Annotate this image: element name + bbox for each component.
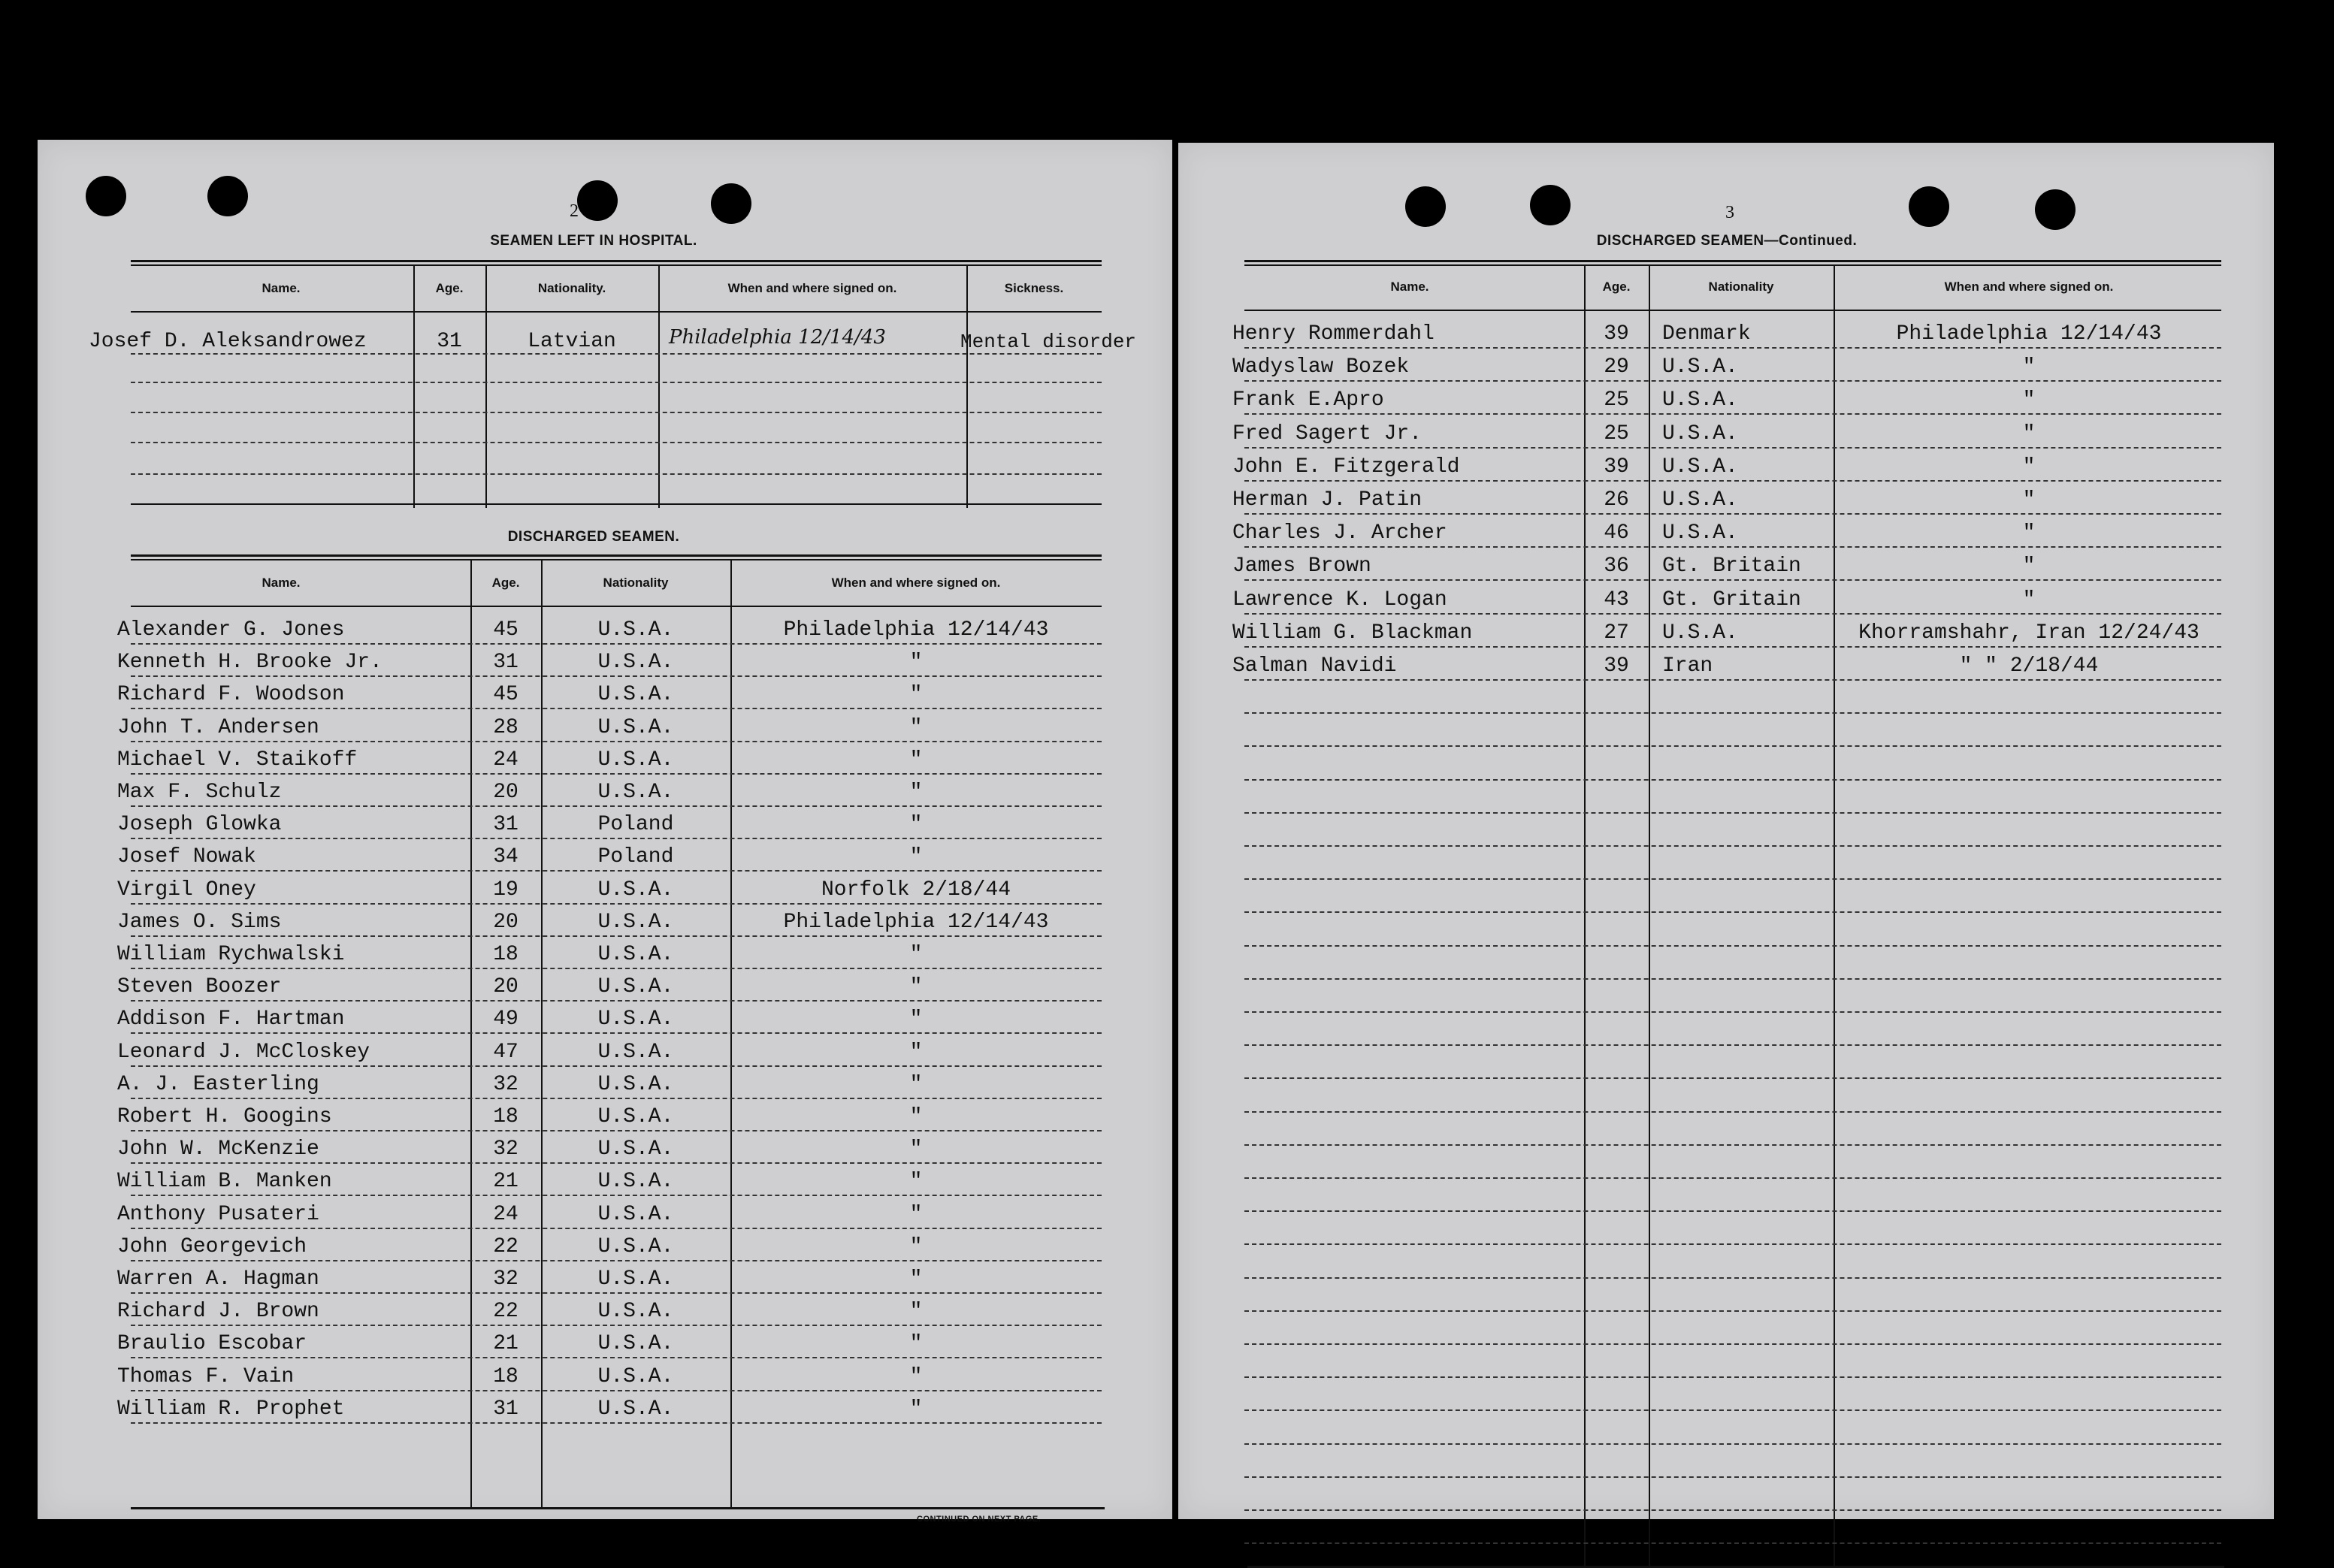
hospital-signed-on: Philadelphia 12/14/43: [669, 326, 886, 349]
row-line: [1244, 878, 2221, 880]
seaman-nationality: Gt. Gritain: [1662, 588, 1801, 612]
seaman-name: John E. Fitzgerald: [1232, 455, 1460, 479]
col-header-signed-on: When and where signed on.: [1944, 279, 2114, 294]
continued-note: CONTINUED ON NEXT PAGE.: [917, 1515, 1042, 1524]
seaman-signed-on: ": [909, 1040, 923, 1064]
table-rule: [1244, 310, 2221, 311]
row-line: [131, 1325, 1102, 1326]
seaman-signed-on: ": [909, 1364, 923, 1388]
seaman-signed-on: ": [2022, 421, 2036, 446]
seaman-nationality: U.S.A.: [1662, 488, 1738, 512]
seaman-age: 22: [493, 1300, 518, 1324]
row-line: [131, 442, 1102, 443]
seaman-age: 31: [493, 1397, 518, 1421]
row-line: [131, 1357, 1102, 1358]
seaman-age: 26: [1604, 488, 1629, 512]
seaman-name: Kenneth H. Brooke Jr.: [117, 651, 382, 675]
row-line: [131, 1065, 1102, 1067]
column-divider: [1649, 264, 1650, 1566]
row-line: [1244, 1310, 2221, 1312]
left-page: [38, 140, 1172, 1524]
seaman-signed-on: ": [909, 1137, 923, 1162]
seaman-name: Wadyslaw Bozek: [1232, 355, 1410, 379]
seaman-signed-on: ": [909, 748, 923, 772]
seaman-signed-on: Philadelphia 12/14/43: [1896, 322, 2162, 346]
row-line: [131, 353, 1102, 355]
seaman-name: Josef Nowak: [117, 845, 256, 869]
seaman-name: Herman J. Patin: [1232, 488, 1422, 512]
seaman-name: Fred Sagert Jr.: [1232, 421, 1422, 446]
seaman-age: 46: [1604, 521, 1629, 545]
col-header-age: Age.: [435, 281, 464, 295]
row-line: [1244, 1077, 2221, 1079]
seaman-name: Charles J. Archer: [1232, 521, 1447, 545]
row-line: [131, 1130, 1102, 1131]
seaman-age: 29: [1604, 355, 1629, 379]
column-divider: [658, 264, 660, 508]
seaman-signed-on: ": [2022, 521, 2036, 545]
row-line: [131, 1422, 1102, 1424]
col-header-age: Age.: [1602, 279, 1631, 294]
seaman-name: A. J. Easterling: [117, 1072, 319, 1096]
right-page: [1178, 143, 2274, 1519]
row-line: [131, 1098, 1102, 1099]
discharged-continued-title: DISCHARGED SEAMEN—Continued.: [1596, 233, 1858, 249]
row-line: [131, 412, 1102, 413]
row-line: [1244, 579, 2221, 581]
row-line: [1244, 1476, 2221, 1478]
row-line: [1244, 745, 2221, 747]
seaman-signed-on: ": [909, 943, 923, 966]
seaman-nationality: U.S.A.: [597, 618, 674, 642]
row-line: [131, 708, 1102, 709]
seaman-nationality: U.S.A.: [597, 1364, 674, 1388]
row-line: [1244, 1111, 2221, 1113]
seaman-age: 34: [493, 845, 518, 869]
row-line: [1244, 845, 2221, 847]
row-line: [131, 1228, 1102, 1229]
seaman-name: John W. McKenzie: [117, 1137, 319, 1162]
seaman-nationality: U.S.A.: [597, 1397, 674, 1421]
seaman-name: Addison F. Hartman: [117, 1008, 345, 1032]
seaman-age: 45: [493, 683, 518, 707]
seaman-nationality: U.S.A.: [597, 781, 674, 804]
seaman-age: 20: [493, 781, 518, 804]
seaman-signed-on: ": [909, 1202, 923, 1226]
seaman-signed-on: ": [2022, 355, 2036, 379]
seaman-age: 21: [493, 1170, 518, 1194]
seaman-nationality: U.S.A.: [597, 975, 674, 999]
row-line: [1244, 779, 2221, 781]
seaman-name: Henry Rommerdahl: [1232, 322, 1435, 346]
seaman-age: 21: [493, 1332, 518, 1356]
row-line: [1244, 646, 2221, 648]
row-line: [131, 935, 1102, 937]
seaman-name: William B. Manken: [117, 1170, 332, 1194]
seaman-signed-on: " " 2/18/44: [1959, 654, 2099, 678]
seaman-nationality: U.S.A.: [1662, 455, 1738, 479]
seaman-signed-on: ": [2022, 455, 2036, 479]
table-rule: [131, 554, 1102, 557]
seaman-age: 27: [1604, 621, 1629, 645]
seaman-signed-on: ": [2022, 588, 2036, 612]
row-line: [1244, 1044, 2221, 1046]
row-line: [1244, 1376, 2221, 1378]
row-line: [1244, 945, 2221, 947]
seaman-name: Steven Boozer: [117, 975, 282, 999]
seaman-name: Alexander G. Jones: [117, 618, 345, 642]
row-line: [131, 382, 1102, 383]
seaman-signed-on: ": [909, 975, 923, 999]
seaman-name: William Rychwalski: [117, 943, 345, 966]
table-rule: [131, 503, 1102, 505]
seaman-age: 24: [493, 1202, 518, 1226]
seaman-age: 49: [493, 1008, 518, 1032]
seaman-age: 25: [1604, 421, 1629, 446]
hospital-name: Josef D. Aleksandrowez: [89, 330, 367, 353]
row-line: [1244, 1144, 2221, 1146]
seaman-name: William G. Blackman: [1232, 621, 1473, 645]
row-line: [1244, 413, 2221, 415]
seaman-signed-on: ": [909, 1105, 923, 1128]
seaman-nationality: U.S.A.: [597, 1072, 674, 1096]
row-line: [1244, 1277, 2221, 1279]
seaman-signed-on: ": [909, 845, 923, 869]
col-header-signed-on: When and where signed on.: [727, 281, 897, 295]
seaman-name: Leonard J. McCloskey: [117, 1040, 370, 1064]
seaman-nationality: U.S.A.: [1662, 355, 1738, 379]
seaman-signed-on: Philadelphia 12/14/43: [783, 618, 1049, 642]
row-line: [1244, 380, 2221, 382]
seaman-age: 28: [493, 715, 518, 739]
seaman-age: 18: [493, 943, 518, 966]
seaman-age: 20: [493, 910, 518, 934]
seaman-signed-on: ": [909, 1072, 923, 1096]
seaman-nationality: U.S.A.: [597, 651, 674, 675]
seaman-nationality: U.S.A.: [597, 1267, 674, 1291]
seaman-age: 20: [493, 975, 518, 999]
seaman-nationality: U.S.A.: [597, 1137, 674, 1162]
punch-hole: [86, 176, 126, 216]
table-rule: [131, 606, 1102, 607]
seaman-name: Thomas F. Vain: [117, 1364, 295, 1388]
seaman-nationality: U.S.A.: [597, 1105, 674, 1128]
hospital-section-title: SEAMEN LEFT IN HOSPITAL.: [490, 233, 697, 249]
hospital-nationality: Latvian: [528, 330, 616, 353]
hospital-sickness: Mental disorder: [960, 331, 1137, 353]
seaman-age: 36: [1604, 554, 1629, 579]
col-header-nationality: Nationality: [1708, 279, 1774, 294]
table-rule: [131, 311, 1102, 313]
seaman-nationality: U.S.A.: [597, 715, 674, 739]
seaman-signed-on: Khorramshahr, Iran 12/24/43: [1858, 621, 2199, 645]
seaman-age: 31: [493, 813, 518, 837]
punch-hole: [711, 183, 751, 224]
row-line: [1244, 1210, 2221, 1212]
row-line: [1244, 1243, 2221, 1245]
seaman-name: Warren A. Hagman: [117, 1267, 319, 1291]
col-header-name: Name.: [1390, 279, 1429, 294]
seaman-signed-on: ": [909, 1170, 923, 1194]
seaman-name: John Georgevich: [117, 1234, 307, 1258]
row-line: [1244, 1343, 2221, 1345]
seaman-age: 32: [493, 1137, 518, 1162]
row-line: [131, 1195, 1102, 1196]
seaman-age: 18: [493, 1105, 518, 1128]
seaman-signed-on: ": [909, 715, 923, 739]
seaman-signed-on: ": [909, 1332, 923, 1356]
seaman-name: Lawrence K. Logan: [1232, 588, 1447, 612]
punch-hole: [1530, 185, 1571, 225]
punch-hole: [1405, 186, 1446, 227]
seaman-signed-on: Norfolk 2/18/44: [821, 878, 1011, 902]
seaman-name: James Brown: [1232, 554, 1371, 579]
seaman-nationality: U.S.A.: [597, 1202, 674, 1226]
col-header-sickness: Sickness.: [1004, 281, 1064, 295]
seaman-signed-on: ": [2022, 554, 2036, 579]
row-line: [131, 968, 1102, 969]
seaman-signed-on: ": [909, 1397, 923, 1421]
seaman-age: 24: [493, 748, 518, 772]
col-header-name: Name.: [262, 281, 301, 295]
seaman-signed-on: ": [909, 1267, 923, 1291]
table-rule: [131, 1507, 1105, 1509]
table-rule: [131, 559, 1102, 560]
seaman-nationality: U.S.A.: [597, 683, 674, 707]
seaman-age: 47: [493, 1040, 518, 1064]
seaman-nationality: Poland: [597, 813, 674, 837]
seaman-nationality: U.S.A.: [1662, 621, 1738, 645]
table-rule: [131, 264, 1102, 266]
seaman-age: 39: [1604, 455, 1629, 479]
row-line: [1244, 1177, 2221, 1179]
row-line: [131, 1292, 1102, 1294]
col-header-nationality: Nationality: [603, 576, 669, 590]
seaman-name: Max F. Schulz: [117, 781, 282, 804]
row-line: [131, 838, 1102, 839]
seaman-signed-on: ": [2022, 388, 2036, 412]
seaman-age: 39: [1604, 654, 1629, 678]
seaman-nationality: U.S.A.: [597, 1332, 674, 1356]
row-line: [1244, 812, 2221, 814]
table-rule: [1244, 264, 2221, 266]
seaman-name: Braulio Escobar: [117, 1332, 307, 1356]
seaman-nationality: U.S.A.: [597, 1234, 674, 1258]
punch-hole: [1909, 186, 1949, 227]
discharged-section-title: DISCHARGED SEAMEN.: [507, 529, 680, 545]
row-line: [1244, 712, 2221, 714]
row-line: [131, 1260, 1102, 1261]
row-line: [131, 1000, 1102, 1002]
seaman-nationality: Denmark: [1662, 322, 1751, 346]
row-line: [131, 903, 1102, 905]
seaman-name: Richard F. Woodson: [117, 683, 345, 707]
seaman-signed-on: ": [909, 651, 923, 675]
seaman-age: 31: [493, 651, 518, 675]
seaman-signed-on: ": [909, 1300, 923, 1324]
seaman-signed-on: ": [909, 683, 923, 707]
row-line: [1244, 1011, 2221, 1013]
punch-hole: [2035, 189, 2076, 230]
row-line: [131, 1162, 1102, 1164]
seaman-signed-on: ": [909, 781, 923, 804]
row-line: [1244, 347, 2221, 349]
seaman-name: Joseph Glowka: [117, 813, 282, 837]
punch-hole: [207, 176, 248, 216]
row-line: [1244, 480, 2221, 482]
seaman-nationality: U.S.A.: [597, 878, 674, 902]
seaman-nationality: U.S.A.: [1662, 421, 1738, 446]
seaman-signed-on: ": [909, 1008, 923, 1032]
seaman-nationality: U.S.A.: [1662, 388, 1738, 412]
seaman-nationality: U.S.A.: [597, 1170, 674, 1194]
seaman-age: 22: [493, 1234, 518, 1258]
column-divider: [966, 264, 968, 508]
column-divider: [413, 264, 415, 508]
row-line: [1244, 978, 2221, 980]
seaman-age: 18: [493, 1364, 518, 1388]
seaman-age: 43: [1604, 588, 1629, 612]
seaman-signed-on: ": [909, 1234, 923, 1258]
page-number: 2: [570, 201, 579, 221]
seaman-age: 39: [1604, 322, 1629, 346]
seaman-name: Frank E.Apro: [1232, 388, 1384, 412]
seaman-age: 25: [1604, 388, 1629, 412]
seaman-signed-on: ": [2022, 488, 2036, 512]
row-line: [131, 675, 1102, 677]
row-line: [131, 1390, 1102, 1391]
seaman-nationality: U.S.A.: [597, 1008, 674, 1032]
seaman-age: 32: [493, 1072, 518, 1096]
row-line: [1244, 613, 2221, 615]
punch-hole: [577, 180, 618, 221]
col-header-signed-on: When and where signed on.: [831, 576, 1001, 590]
seaman-name: William R. Prophet: [117, 1397, 345, 1421]
seaman-nationality: U.S.A.: [597, 1300, 674, 1324]
seaman-signed-on: ": [909, 813, 923, 837]
column-divider: [485, 264, 487, 508]
row-line: [1244, 911, 2221, 913]
seaman-nationality: U.S.A.: [597, 910, 674, 934]
row-line: [1244, 1409, 2221, 1411]
seaman-age: 19: [493, 878, 518, 902]
hospital-age: 31: [437, 330, 462, 353]
table-rule: [131, 260, 1102, 262]
seaman-nationality: U.S.A.: [597, 748, 674, 772]
page-number: 3: [1725, 203, 1734, 222]
row-line: [131, 643, 1102, 645]
row-line: [1244, 546, 2221, 548]
row-line: [1244, 1509, 2221, 1511]
seaman-signed-on: Philadelphia 12/14/43: [783, 910, 1049, 934]
seaman-age: 32: [493, 1267, 518, 1291]
seaman-nationality: Iran: [1662, 654, 1713, 678]
seaman-nationality: Poland: [597, 845, 674, 869]
row-line: [131, 773, 1102, 775]
seaman-nationality: U.S.A.: [597, 943, 674, 966]
seaman-name: Anthony Pusateri: [117, 1202, 319, 1226]
seaman-nationality: U.S.A.: [597, 1040, 674, 1064]
row-line: [131, 741, 1102, 742]
seaman-name: Virgil Oney: [117, 878, 256, 902]
row-line: [1244, 1542, 2221, 1544]
row-line: [1244, 447, 2221, 449]
seaman-name: Michael V. Staikoff: [117, 748, 358, 772]
seaman-age: 45: [493, 618, 518, 642]
seaman-name: Richard J. Brown: [117, 1300, 319, 1324]
seaman-name: James O. Sims: [117, 910, 282, 934]
row-line: [131, 1032, 1102, 1034]
row-line: [1244, 679, 2221, 681]
row-line: [131, 805, 1102, 807]
seaman-name: John T. Andersen: [117, 715, 319, 739]
col-header-age: Age.: [491, 576, 520, 590]
row-line: [1244, 513, 2221, 515]
table-rule: [1244, 260, 2221, 262]
row-line: [1244, 1443, 2221, 1445]
col-header-name: Name.: [262, 576, 301, 590]
seaman-nationality: U.S.A.: [1662, 521, 1738, 545]
row-line: [131, 473, 1102, 475]
seaman-name: Robert H. Googins: [117, 1105, 332, 1128]
seaman-name: Salman Navidi: [1232, 654, 1397, 678]
row-line: [131, 870, 1102, 872]
col-header-nationality: Nationality.: [537, 281, 606, 295]
seaman-nationality: Gt. Britain: [1662, 554, 1801, 579]
